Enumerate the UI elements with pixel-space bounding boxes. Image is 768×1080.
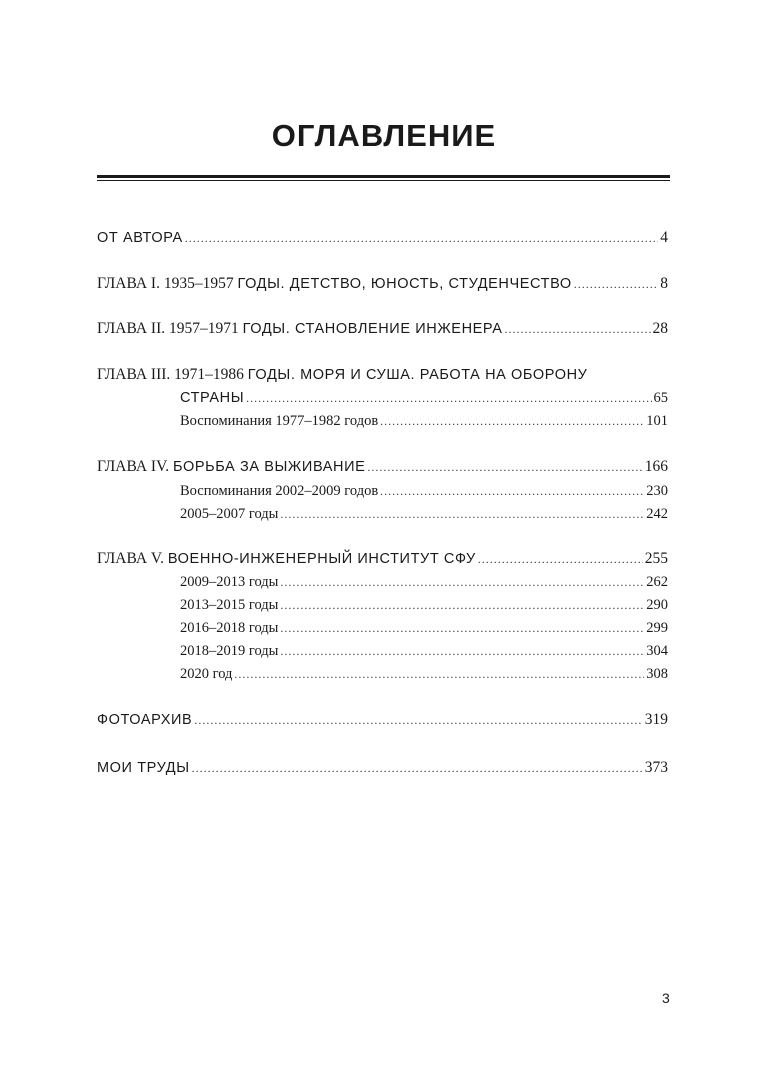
- toc-entry-page: 308: [646, 666, 668, 682]
- toc-entry-author[interactable]: [97, 227, 668, 249]
- toc-entry-title: Воспоминания 2002–2009 годов: [180, 483, 379, 499]
- toc-entry-page: 255: [644, 550, 668, 567]
- toc-entry-title: МОИ ТРУДЫ: [97, 760, 190, 776]
- toc-entry-prefix: ГЛАВА III. 1971–1986: [97, 366, 248, 383]
- leader-dots: [280, 571, 644, 593]
- toc-subentry-2018-2019[interactable]: [180, 640, 668, 662]
- toc-entry-chapter-4[interactable]: [97, 456, 668, 478]
- toc-subentry-memories-1977-1982[interactable]: [180, 410, 668, 432]
- toc-entry-title: 2009–2013 годы: [180, 574, 279, 590]
- toc-entry-title: 2018–2019 годы: [180, 643, 279, 659]
- toc-entry-label: [97, 318, 503, 340]
- toc-entry-title: Воспоминания 1977–1982 годов: [180, 413, 379, 429]
- page-title: ОГЛАВЛЕНИЕ: [271, 118, 497, 153]
- leader-dots: [280, 640, 644, 662]
- toc-entry-chapter-5[interactable]: [97, 548, 668, 570]
- leader-dots: [234, 663, 644, 685]
- toc-entry-label: [97, 227, 183, 249]
- toc-entry-title: 2016–2018 годы: [180, 620, 279, 636]
- toc-entry-title: 2005–2007 годы: [180, 506, 279, 522]
- leader-dots: [280, 503, 644, 525]
- toc-entry-page: 4: [660, 229, 668, 246]
- toc-entry-prefix: ГЛАВА I. 1935–1957: [97, 275, 238, 292]
- toc-entry-title-continued: СТРАНЫ: [180, 390, 245, 406]
- toc-entry-page: 101: [646, 413, 668, 429]
- leader-dots: [280, 617, 644, 639]
- toc-subentry-2016-2018[interactable]: [180, 617, 668, 639]
- leader-dots: [280, 594, 644, 616]
- toc-entry-page: 8: [660, 275, 668, 292]
- leader-dots: [574, 273, 659, 295]
- toc-entry-page: 290: [646, 597, 668, 613]
- toc-subentry-2013-2015[interactable]: [180, 594, 668, 616]
- toc-subentry-2005-2007[interactable]: [180, 503, 668, 525]
- toc-entry-label: [97, 364, 587, 386]
- toc-entry-prefix: ГЛАВА V.: [97, 550, 168, 567]
- toc-entry-page: 166: [644, 458, 668, 475]
- toc-entry-page: 304: [646, 643, 668, 659]
- leader-dots: [246, 387, 651, 409]
- toc-entry-chapter-3[interactable]: [97, 364, 668, 386]
- toc-entry-title: ОТ АВТОРА: [97, 230, 183, 246]
- toc-entry-label: [180, 387, 244, 409]
- leader-dots: [505, 318, 651, 340]
- toc-entry-page: 65: [653, 390, 668, 406]
- toc-entry-title: ГОДЫ. МОРЯ И СУША. РАБОТА НА ОБОРОНУ: [247, 367, 588, 383]
- toc-entry-page: 242: [646, 506, 668, 522]
- toc-entry-my-works[interactable]: [97, 757, 668, 779]
- toc-entry-title: 2013–2015 годы: [180, 597, 279, 613]
- toc-entry-prefix: ГЛАВА II. 1957–1971: [97, 320, 243, 337]
- toc-subentry-memories-2002-2009[interactable]: [180, 480, 668, 502]
- toc-entry-title: БОРЬБА ЗА ВЫЖИВАНИЕ: [173, 459, 366, 475]
- title-rule-thin: [97, 180, 670, 181]
- toc-entry-page: 28: [652, 320, 668, 337]
- toc-entry-page: 373: [644, 759, 668, 776]
- toc-entry-page: 262: [646, 574, 668, 590]
- toc-entry-title: ВОЕННО-ИНЖЕНЕРНЫЙ ИНСТИТУТ СФУ: [167, 551, 476, 567]
- toc-entry-title: ФОТОАРХИВ: [97, 712, 193, 728]
- leader-dots: [185, 227, 658, 249]
- toc-entry-page: 319: [644, 711, 668, 728]
- leader-dots: [380, 480, 644, 502]
- toc-entry-chapter-3-continued[interactable]: [180, 387, 668, 409]
- toc-entry-chapter-1[interactable]: [97, 273, 668, 295]
- toc-subentry-2020[interactable]: [180, 663, 668, 685]
- leader-dots: [192, 757, 643, 779]
- title-rule-thick: [97, 175, 670, 178]
- toc-entry-label: [97, 709, 192, 731]
- toc-entry-title: ГОДЫ. ДЕТСТВО, ЮНОСТЬ, СТУДЕНЧЕСТВО: [237, 276, 572, 292]
- page-number: 3: [662, 990, 670, 1006]
- leader-dots: [367, 456, 642, 478]
- leader-dots: [194, 709, 642, 731]
- toc-entry-chapter-2[interactable]: [97, 318, 668, 340]
- toc-entry-label: [97, 548, 476, 570]
- toc-entry-label: [97, 456, 365, 478]
- toc-entry-photo-archive[interactable]: [97, 709, 668, 731]
- toc-subentry-2009-2013[interactable]: [180, 571, 668, 593]
- toc-entry-label: [97, 757, 190, 779]
- toc-entry-title: 2020 год: [180, 666, 233, 682]
- toc-entry-page: 299: [646, 620, 668, 636]
- leader-dots: [380, 410, 644, 432]
- toc-entry-label: [97, 273, 572, 295]
- leader-dots: [478, 548, 643, 570]
- toc-entry-page: 230: [646, 483, 668, 499]
- toc-entry-title: ГОДЫ. СТАНОВЛЕНИЕ ИНЖЕНЕРА: [242, 321, 503, 337]
- toc-entry-prefix: ГЛАВА IV.: [97, 458, 174, 475]
